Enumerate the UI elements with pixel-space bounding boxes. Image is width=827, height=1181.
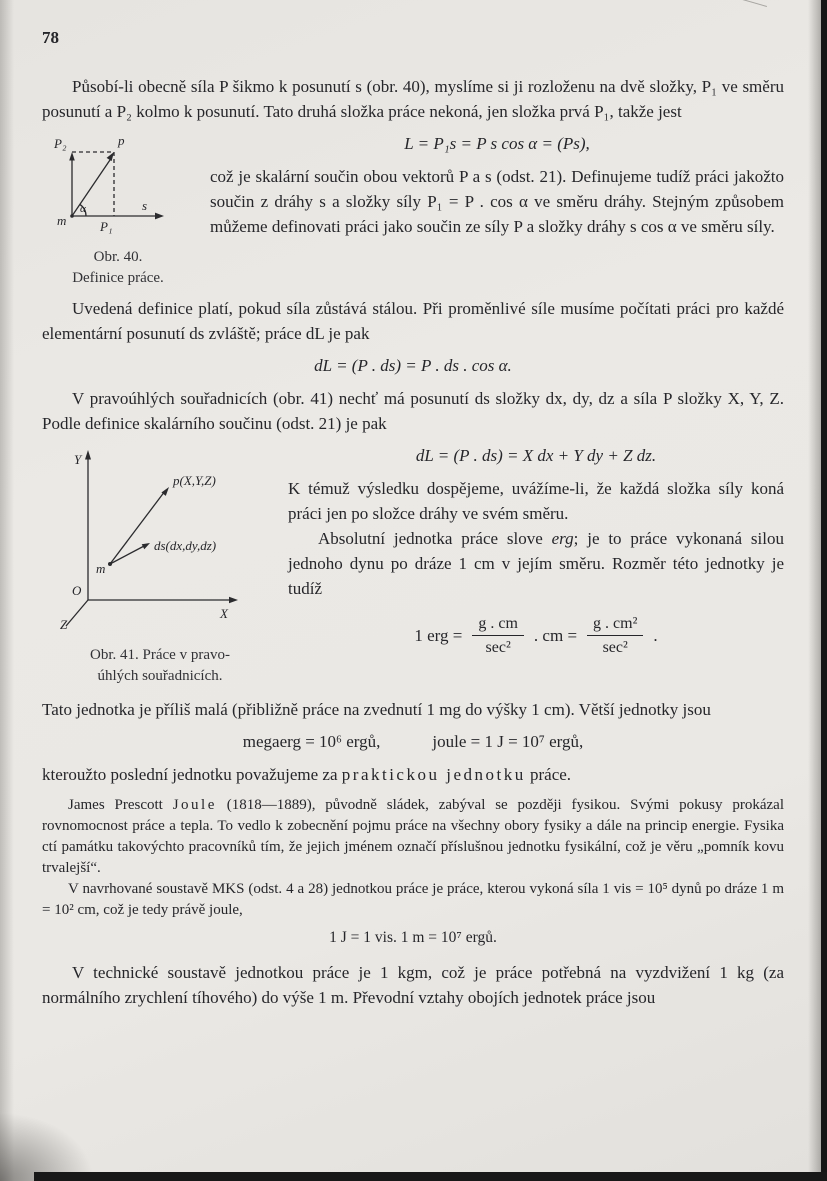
erg-eq-end: . xyxy=(653,625,658,645)
paragraph-intro: Působí-li obecně síla P šikmo k posunutí s (obr. 40), myslíme si ji rozloženu na dvě složky, P₁ ve směru posunutí a P₂ kolmo k posunutí. Tato druhá složka práce nekoná, jen složka prvá P₁, takže jest xyxy=(42,77,784,121)
erg-text-pre: Absolutní jednotka práce slove xyxy=(318,529,552,548)
figure-40-caption-line2: Definice práce. xyxy=(72,270,164,286)
figure-41-caption xyxy=(42,645,278,687)
label-p: p xyxy=(118,133,125,148)
label-y-axis: Y xyxy=(74,452,82,467)
point-m-dot xyxy=(70,214,74,218)
figure-40-diagram xyxy=(52,130,184,234)
erg-fraction-1-numerator: g . cm xyxy=(472,613,524,636)
z-axis-line xyxy=(66,600,88,626)
vector-p2-arrowhead xyxy=(69,152,75,161)
page-content xyxy=(42,28,784,1010)
erg-fraction-1 xyxy=(472,613,524,658)
erg-fraction-2-numerator: g . cm² xyxy=(587,613,643,636)
scan-edge-right-shadow xyxy=(808,0,822,1181)
practical-text-post: práce. xyxy=(525,765,572,784)
page-number: 78 xyxy=(42,28,59,47)
y-axis-arrowhead xyxy=(85,450,91,460)
label-origin: O xyxy=(72,583,82,598)
scan-edge-right xyxy=(821,0,827,1181)
figure-40-caption xyxy=(42,247,194,289)
equation-dl: dL = (P . ds) = P . ds . cos α. xyxy=(314,356,512,375)
scan-artifact-top-right xyxy=(603,0,767,7)
erg-fraction-2-denominator: sec² xyxy=(602,639,628,656)
practical-text-pre: kteroužto poslední jednotku považujeme za xyxy=(42,765,342,784)
ds-vector-arrowhead xyxy=(142,543,150,549)
scan-edge-bottom xyxy=(34,1172,827,1181)
vector-s-arrowhead xyxy=(155,213,164,220)
figure-41-caption-line2: úhlých souřadnicích. xyxy=(97,668,223,684)
paragraph-variable-force: Uvedená definice platí, pokud síla zůstává stálou. Při proměnlivé síle musíme počítati práci pro každé elementární posunutí ds zvláště; práce dL je pak xyxy=(42,299,784,343)
erg-fraction-1-denominator: sec² xyxy=(485,639,511,656)
figure-41-vectors xyxy=(108,487,169,566)
label-s: s xyxy=(142,198,148,213)
figure-40-caption-line1: Obr. 40. xyxy=(93,249,143,265)
erg-fraction-2 xyxy=(587,613,643,658)
joule-note-post: (1818—1889), původně sládek, zabýval se později fysikou. Svými pokusy prokázal rovnomocnost práce a tepla. To vedlo k zobecnění pojmu práce na všechny obory fysiky a dále na princip energie. Fysika ctí památku takovýchto pracovníků tím, že jejich jménem označí příslušnou jednotku fysikální, což je věru „pomník kovu trvalejší“. xyxy=(42,797,785,876)
equation-erg-dimension xyxy=(288,613,784,658)
equation-larger-units xyxy=(42,729,784,755)
figure-41-diagram xyxy=(54,442,266,632)
spacer xyxy=(42,787,784,795)
figure-40-labels xyxy=(53,133,147,234)
scan-edge-left xyxy=(0,0,14,1181)
figure-41 xyxy=(42,442,278,687)
erg-eq-mid: . cm = xyxy=(533,625,578,645)
figure-41-labels xyxy=(60,452,229,632)
label-x-axis: X xyxy=(220,606,228,621)
figure-41-caption-line1: Obr. 41. Práce v pravo- xyxy=(90,647,230,663)
point-m-dot xyxy=(108,562,112,566)
label-p2: P₂ xyxy=(54,136,67,151)
label-m: m xyxy=(96,561,106,576)
joule-note-pre: James Prescott xyxy=(68,797,173,813)
p-vector-line xyxy=(110,491,165,564)
paragraph-scalar-product: což je skalární součin obou vektorů P a s (odst. 21). Definujeme tudíž práci jakožto součin z dráhy s a složky síly P₁ = P . cos α ve směru dráhy. Stejným způsobem můžeme definovati práci jako součin ze síly P a složky dráhy s cos α ve směru síly. xyxy=(210,167,784,236)
joule-name-emphasis: Joule xyxy=(172,797,217,813)
paragraph-practical-unit xyxy=(42,762,784,787)
equation-work: L = P₁s = P s cos α = (Ps), xyxy=(404,134,590,153)
joule-definition: joule = 1 J = 10⁷ ergů, xyxy=(432,732,584,751)
label-ds-vector: ds(dx,dy,dz) xyxy=(154,538,217,553)
label-z-axis: Z xyxy=(60,617,68,632)
x-axis-arrowhead xyxy=(229,597,238,603)
paragraph-technical-system: V technické soustavě jednotkou práce je 1 kgm, což je práce potřebná na vyzdvižení 1 kg (za normálního zrychlení tíhového) do výše 1 m. Převodní vztahy obojích jednotek práce jsou xyxy=(42,963,784,1007)
erg-text-post: ; je to práce vykonaná silou jednoho dynu po dráze 1 cm v jejím směru. Rozměr této jednotky je tudíž xyxy=(288,529,784,598)
vector-p-line xyxy=(72,157,112,216)
note-mks-system: V navrhované soustavě MKS (odst. 4 a 28) jednotkou práce je práce, kterou vykoná síla 1 vis = 10⁵ dynů po dráze 1 m = 10² cm, což je tedy právě joule, xyxy=(42,881,784,918)
page-curl-shadow xyxy=(0,1061,150,1181)
spacer xyxy=(42,689,784,697)
paragraph-same-result: K témuž výsledku dospějeme, uvážíme-li, že každá složka síly koná práci jen po složce dráhy ve svém směru. xyxy=(288,479,784,523)
equation-dl-xyz: dL = (P . ds) = X dx + Y dy + Z dz. xyxy=(415,446,657,465)
label-m: m xyxy=(57,213,67,228)
label-p-vector: p(X,Y,Z) xyxy=(173,473,216,488)
figure-40 xyxy=(42,130,194,289)
erg-term: erg xyxy=(551,529,574,548)
note-joule-biography xyxy=(42,795,784,879)
vector-p-arrowhead xyxy=(107,152,114,161)
label-p1: P₁ xyxy=(100,219,113,234)
ds-vector-line xyxy=(110,545,146,564)
paragraph-small-unit: Tato jednotka je příliš malá (přibližně práce na zvednutí 1 mg do výšky 1 cm). Větší jednotky jsou xyxy=(42,700,711,719)
label-alpha: α xyxy=(80,203,86,215)
equation-joule-vis: 1 J = 1 vis. 1 m = 10⁷ ergů. xyxy=(329,929,497,946)
paragraph-coordinates: V pravoúhlých souřadnicích (obr. 41) nechť má posunutí ds složky dx, dy, dz a síla P složky X, Y, Z. Podle definice skalárního součinu (odst. 21) je pak xyxy=(42,389,784,433)
erg-eq-lhs: 1 erg = xyxy=(414,625,463,645)
megaerg-definition: megaerg = 10⁶ ergů, xyxy=(242,732,381,751)
practical-emphasis: praktickou jednotku xyxy=(341,765,526,784)
